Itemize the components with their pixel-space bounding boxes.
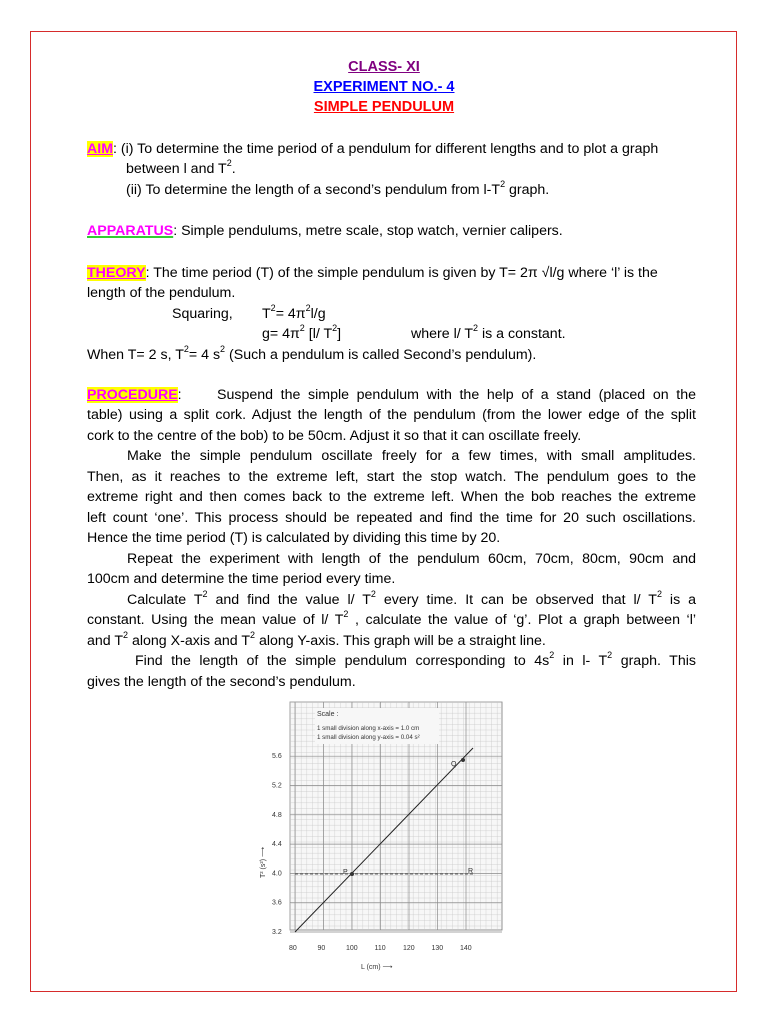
theory-text-1: : The time period (T) of the simple pendulum is given by T= 2π √l/g where ‘l’ is the [145,265,658,281]
eq-part: is a constant. [478,326,566,342]
eq-part: = 4 s [188,347,221,363]
aim-label: AIM [87,141,114,157]
graph-svg [255,698,505,974]
eq-part: ] [337,326,342,342]
aim-text-2-end: . [231,161,236,177]
eq-part: When T= 2 s, T [87,347,184,363]
superscript: 2 [549,650,555,661]
superscript: 2 [202,589,208,600]
x-tick-label: 80 [289,945,297,952]
procedure-p4-2 [87,610,696,631]
procedure-p2-2: Then, as it reaches to the extreme left, start the stop watch. The pendulum goes to the [87,469,696,485]
procedure-p2-5: Hence the time period (T) is calculated by dividing this time by 20. [87,530,501,546]
text-part: is a [661,592,696,608]
procedure-text-3: cork to the centre of the bob) to be 50cm. Adjust it so that it can oscillate freely. [87,428,582,444]
apparatus-line [87,221,696,242]
class-heading: CLASS- XI [348,59,420,75]
aim-line-3 [126,180,735,201]
theory-line-2: length of the pendulum. [87,285,236,301]
y-tick-label: 4.4 [272,841,282,849]
text-part: , calculate the value of ‘g’. Plot a graph between ‘l’ [348,612,696,628]
eq-part: = 4π [275,306,306,322]
text-part: graph. This [612,653,696,669]
x-tick-label: 140 [460,945,472,952]
superscript: 2 [332,323,338,334]
scale-title: Scale : [317,711,339,718]
text-part: every time. It can be observed that l/ T [375,592,657,608]
superscript: 2 [226,158,232,169]
x-tick-label: 120 [403,945,415,952]
procedure-p2-1: Make the simple pendulum oscillate freely for a few times, with small amplitudes. [127,448,696,464]
theory-label: THEORY [87,265,146,281]
superscript: 2 [500,179,506,190]
procedure-p2-3: extreme right and then comes back to the extreme left. When the bob reaches the extreme [87,489,696,505]
superscript: 2 [370,589,376,600]
procedure-p5-2: gives the length of the second’s pendulum. [87,674,356,690]
eq-part: where l/ T [411,326,474,342]
y-tick-label: 5.2 [272,782,282,790]
superscript: 2 [607,650,613,661]
y-tick-label: 5.6 [272,753,282,761]
scale-x-text: 1 small division along x-axis = 1.0 cm [317,725,420,732]
superscript: 2 [220,344,226,355]
aim-text-2: between l and T [126,161,227,177]
text-part: Calculate T [127,592,203,608]
text-part: in l- T [554,653,608,669]
text-part: along Y-axis. This graph will be a straight line. [255,633,546,649]
squaring-equation [262,304,462,325]
superscript: 2 [656,589,662,600]
apparatus-text: : Simple pendulums, metre scale, stop watch, vernier calipers. [173,223,563,239]
procedure-text-1: Suspend the simple pendulum with the help of a stand (placed on the [217,387,696,403]
x-tick-label: 100 [346,945,358,952]
y-axis-label: T² (s²) ⟶ [260,846,267,878]
g-equation [262,324,382,345]
eq-part: l/g [310,306,326,322]
text-part: and find the value l/ T [207,592,371,608]
scale-y-text: 1 small division along y-axis = 0.04 s² [317,734,420,741]
point-p [350,872,354,876]
aim-line-2 [126,159,735,180]
squaring-label: Squaring, [172,306,233,322]
theory-line-1 [87,263,696,284]
y-tick-label: 4.0 [272,870,282,878]
text-part: constant. Using the mean value of l/ T [87,612,344,628]
x-tick-label: 90 [317,945,326,952]
seconds-pendulum-line [87,345,696,366]
aim-line-1 [87,139,696,160]
procedure-text-2: table) using a split cork. Adjust the length of the pendulum (from the lower edge of the split [87,407,696,423]
procedure-p5-1 [135,651,696,672]
superscript: 2 [123,630,129,641]
procedure-label: PROCEDURE [87,387,178,403]
aim-text-3-end: graph. [505,182,550,198]
superscript: 2 [299,323,305,334]
x-tick-label: 130 [431,945,444,952]
superscript: 2 [305,303,311,314]
point-q [461,758,465,762]
procedure-p4-1 [127,590,696,611]
eq-part: g= 4π [262,326,300,342]
text-part: along X-axis and T [128,633,251,649]
label-p: P [343,869,348,876]
procedure-p3-2: 100cm and determine the time period every time. [87,571,396,587]
procedure-p2-4: left count ‘one’. This process should be repeated and find the time for 20 such oscillations. [87,510,696,526]
g-note [411,324,671,345]
superscript: 2 [270,303,276,314]
title-heading: SIMPLE PENDULUM [313,99,455,115]
experiment-heading: EXPERIMENT NO.- 4 [313,79,455,95]
superscript: 2 [343,609,349,620]
x-axis-label: L (cm) ⟶ [361,964,393,971]
superscript: 2 [183,344,189,355]
superscript: 2 [473,323,479,334]
apparatus-label: APPARATUS [87,223,174,239]
pendulum-graph-figure [255,698,505,974]
label-r: R [468,868,474,875]
superscript: 2 [250,630,256,641]
y-tick-label: 3.6 [272,899,282,907]
y-tick-label: 3.2 [272,929,282,936]
aim-text-1: : (i) To determine the time period of a pendulum for different lengths and to plot a graph [113,141,659,157]
eq-part: (Such a pendulum is called Second’s pendulum). [225,347,537,363]
x-tick-label: 110 [374,945,386,952]
procedure-p4-3 [87,631,696,652]
label-q: Q [451,761,457,768]
text-part: Find the length of the simple pendulum corresponding to 4s [135,653,550,669]
procedure-colon: : [177,387,182,403]
text-part: and T [87,633,124,649]
eq-part: [l/ T [304,326,333,342]
eq-part: T [262,306,271,322]
aim-text-3: (ii) To determine the length of a second’s pendulum from l-T [126,182,501,198]
y-tick-label: 4.8 [272,811,282,819]
procedure-p3-1: Repeat the experiment with length of the pendulum 60cm, 70cm, 80cm, 90cm and [127,551,696,567]
